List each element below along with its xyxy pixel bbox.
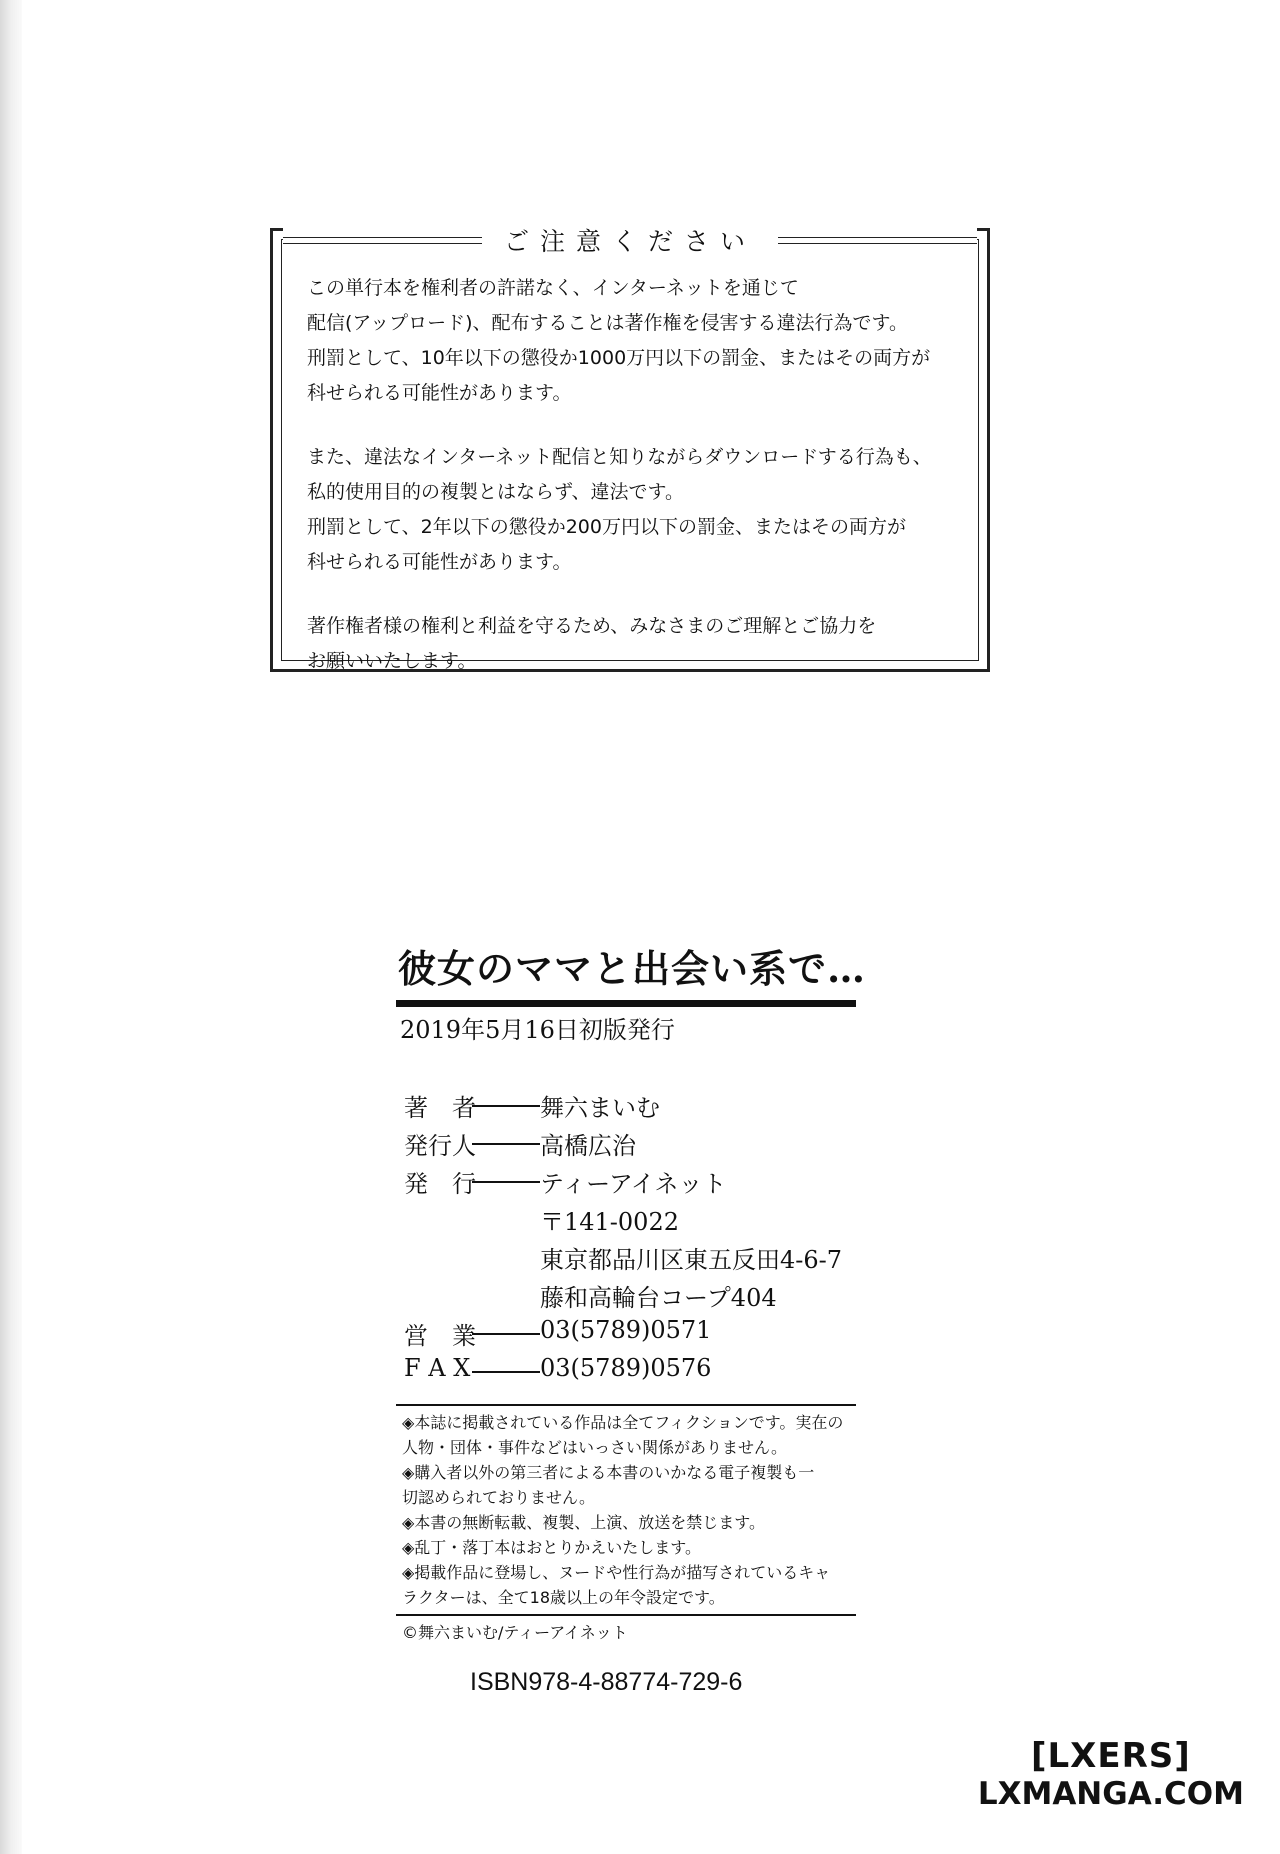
legal-notes — [402, 1410, 843, 1610]
note-line: 人物・団体・事件などはいっさい関係がありません。 — [402, 1438, 787, 1457]
fax-label: F A X — [404, 1354, 471, 1382]
notice-line: お願いいたします。 — [307, 650, 477, 672]
copyright-notice-box — [270, 228, 990, 672]
sales-row — [404, 1316, 864, 1354]
notice-title-row — [283, 223, 977, 257]
note-line: ◈本書の無断転載、複製、上演、放送を禁じます。 — [402, 1513, 766, 1532]
author-name: 舞六まいむ — [540, 1094, 660, 1122]
notice-body — [307, 271, 963, 708]
watermark-top: [LXERS] — [1030, 1736, 1191, 1776]
leader-dash — [472, 1105, 540, 1107]
sales-label: 営 業 — [404, 1322, 476, 1350]
isbn: ISBN978-4-88774-729-6 — [470, 1668, 743, 1696]
notice-line: この単行本を権利者の許諾なく、インターネットを通じて — [307, 277, 799, 299]
author-row — [404, 1088, 864, 1126]
notice-line: 私的使用目的の複製とはならず、違法です。 — [307, 481, 684, 503]
fax-row — [404, 1354, 864, 1392]
postal-code: 〒141-0022 — [540, 1208, 679, 1236]
leader-dash — [472, 1143, 540, 1145]
notes-top-rule — [396, 1404, 856, 1406]
publisher-label: 発 行 — [404, 1170, 476, 1198]
address-row-1 — [404, 1240, 864, 1278]
address-row-2 — [404, 1278, 864, 1316]
publication-date: 2019年5月16日初版発行 — [400, 1016, 675, 1044]
notice-line: 刑罰として、10年以下の懲役か1000万円以下の罰金、またはその両方が — [307, 347, 931, 369]
publisher-person-label: 発行人 — [404, 1132, 476, 1160]
notice-line: 刑罰として、2年以下の懲役か200万円以下の罰金、またはその両方が — [307, 516, 906, 538]
copyright-top-rule — [396, 1614, 856, 1616]
notice-line: 科せられる可能性があります。 — [307, 551, 572, 573]
fax-number: 03(5789)0576 — [540, 1354, 712, 1382]
address-line-2: 藤和高輪台コープ404 — [540, 1284, 777, 1312]
note-line: ◈掲載作品に登場し、ヌードや性行為が描写されているキャ — [402, 1563, 831, 1582]
author-label: 著 者 — [404, 1094, 476, 1122]
address-line-1: 東京都品川区東五反田4-6-7 — [540, 1246, 843, 1274]
title-rule-right — [778, 237, 977, 244]
publication-details — [404, 1088, 864, 1392]
note-line: ◈本誌に掲載されている作品は全てフィクションです。実在の — [402, 1413, 844, 1432]
site-watermark — [978, 1736, 1244, 1812]
notice-line: 著作権者様の権利と利益を守るため、みなさまのご理解とご協力を — [307, 615, 877, 637]
copyright-line: ©舞六まいむ/ティーアイネット — [402, 1623, 628, 1642]
notice-line: 配信(アップロード)、配布することは著作権を侵害する違法行為です。 — [307, 312, 908, 334]
leader-dash — [472, 1181, 540, 1183]
publisher-name: ティーアイネット — [540, 1170, 727, 1198]
title-rule-left — [283, 237, 482, 244]
note-line: 切認められておりません。 — [402, 1488, 595, 1507]
notice-paragraph-1 — [307, 271, 963, 411]
notice-line: また、違法なインターネット配信と知りながらダウンロードする行為も、 — [307, 446, 932, 468]
publisher-row — [404, 1164, 864, 1202]
note-line: ◈乱丁・落丁本はおとりかえいたします。 — [402, 1538, 702, 1557]
publisher-person-row — [404, 1126, 864, 1164]
watermark-bottom: LXMANGA.COM — [977, 1776, 1244, 1812]
postal-row — [404, 1202, 864, 1240]
notice-paragraph-3 — [307, 609, 963, 679]
notice-title: ご注意ください — [504, 227, 757, 256]
notice-line: 科せられる可能性があります。 — [307, 382, 572, 404]
page-spine-shadow — [0, 0, 22, 1854]
leader-dash — [472, 1371, 540, 1373]
note-line: ◈購入者以外の第三者による本書のいかなる電子複製も一 — [402, 1463, 815, 1482]
note-line: ラクターは、全て18歳以上の年令設定です。 — [402, 1588, 725, 1607]
book-title: 彼女のママと出会い系で… — [398, 946, 867, 991]
publisher-person-name: 高橋広治 — [540, 1132, 636, 1160]
sales-phone: 03(5789)0571 — [540, 1316, 712, 1344]
notice-paragraph-2 — [307, 440, 963, 580]
leader-dash — [472, 1333, 540, 1335]
title-underline — [396, 1000, 856, 1007]
